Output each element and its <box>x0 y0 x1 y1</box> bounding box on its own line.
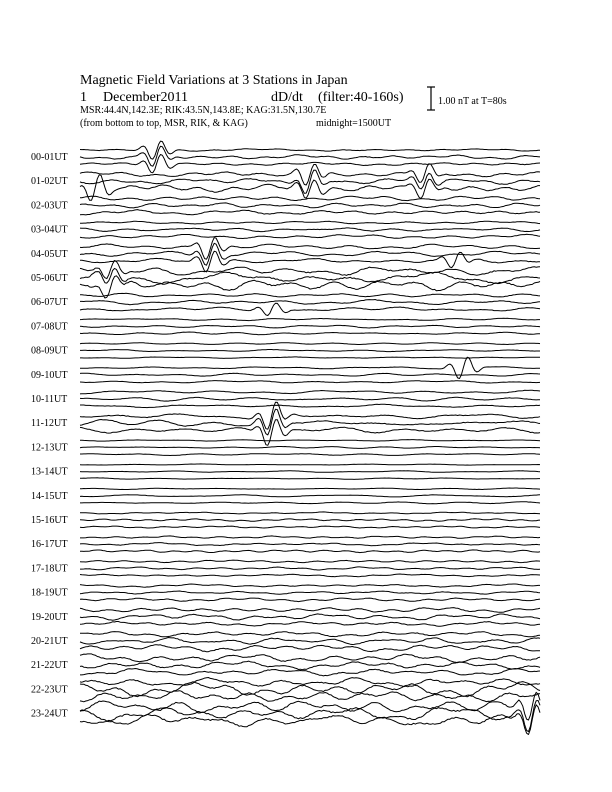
trace-RIK-12-13UT <box>80 447 540 449</box>
trace-KAG-10-11UT <box>80 390 540 394</box>
trace-KAG-14-15UT <box>80 488 540 490</box>
trace-KAG-15-16UT <box>80 512 540 514</box>
hour-label-18-19UT: 18-19UT <box>31 587 68 599</box>
trace-MSR-13-14UT <box>80 478 540 480</box>
trace-KAG-12-13UT <box>80 440 540 442</box>
trace-RIK-19-20UT <box>80 614 540 620</box>
trace-KAG-16-17UT <box>80 536 540 538</box>
trace-KAG-04-05UT <box>80 238 540 260</box>
hour-label-08-09UT: 08-09UT <box>31 345 68 357</box>
hour-label-23-24UT: 23-24UT <box>31 708 68 720</box>
day-number: 1 <box>80 90 87 105</box>
hour-label-09-10UT: 09-10UT <box>31 369 68 381</box>
stations-line: MSR:44.4N,142.3E; RIK:43.5N,143.8E; KAG:31.5N,130.7E <box>80 105 327 116</box>
trace-RIK-07-08UT <box>80 325 540 328</box>
trace-MSR-06-07UT <box>80 303 540 315</box>
hour-label-03-04UT: 03-04UT <box>31 224 68 236</box>
hour-label-13-14UT: 13-14UT <box>31 466 68 478</box>
trace-RIK-20-21UT <box>80 638 540 645</box>
trace-MSR-03-04UT <box>80 234 540 238</box>
hour-label-14-15UT: 14-15UT <box>31 490 68 502</box>
trace-MSR-20-21UT <box>80 645 540 652</box>
hour-label-10-11UT: 10-11UT <box>31 394 68 405</box>
trace-MSR-01-02UT <box>80 175 540 201</box>
trace-RIK-15-16UT <box>80 519 540 522</box>
trace-MSR-16-17UT <box>80 550 540 553</box>
hour-label-01-02UT: 01-02UT <box>31 176 68 188</box>
traces <box>80 141 540 734</box>
hour-label-16-17UT: 16-17UT <box>31 539 68 551</box>
trace-MSR-19-20UT <box>80 622 540 627</box>
trace-MSR-15-16UT <box>80 526 540 528</box>
trace-KAG-03-04UT <box>80 221 540 224</box>
trace-MSR-22-23UT <box>80 691 540 702</box>
trace-RIK-08-09UT <box>80 350 540 352</box>
trace-RIK-02-03UT <box>80 203 540 208</box>
trace-MSR-11-12UT <box>80 420 540 446</box>
hour-label-21-22UT: 21-22UT <box>31 660 68 672</box>
midnight-line: midnight=1500UT <box>316 118 392 129</box>
trace-KAG-05-06UT <box>80 261 540 279</box>
trace-KAG-18-19UT <box>80 584 540 587</box>
trace-RIK-23-24UT <box>80 701 540 732</box>
trace-RIK-17-18UT <box>80 567 540 570</box>
trace-RIK-14-15UT <box>80 495 540 497</box>
trace-MSR-14-15UT <box>80 502 540 504</box>
hour-label-15-16UT: 15-16UT <box>31 515 68 526</box>
trace-MSR-21-22UT <box>80 669 540 676</box>
trace-RIK-10-11UT <box>80 397 540 401</box>
trace-KAG-08-09UT <box>80 343 540 345</box>
trace-RIK-13-14UT <box>80 471 540 473</box>
trace-MSR-18-19UT <box>80 598 540 602</box>
month-year: December2011 <box>103 90 188 105</box>
trace-KAG-21-22UT <box>80 654 540 663</box>
trace-KAG-13-14UT <box>80 464 540 465</box>
chart-header <box>80 73 404 129</box>
hour-label-19-20UT: 19-20UT <box>31 611 68 623</box>
order-line: (from bottom to top, MSR, RIK, & KAG) <box>80 118 248 129</box>
hour-labels <box>31 152 68 720</box>
hour-label-04-05UT: 04-05UT <box>31 248 68 260</box>
trace-MSR-12-13UT <box>80 454 540 456</box>
trace-KAG-19-20UT <box>80 608 540 613</box>
trace-RIK-16-17UT <box>80 543 540 546</box>
trace-MSR-07-08UT <box>80 332 540 335</box>
hour-label-17-18UT: 17-18UT <box>31 563 68 575</box>
trace-KAG-20-21UT <box>80 632 540 637</box>
chart-title: Magnetic Field Variations at 3 Stations in Japan <box>80 73 348 88</box>
trace-MSR-10-11UT <box>80 404 540 407</box>
trace-RIK-21-22UT <box>80 661 540 670</box>
trace-MSR-17-18UT <box>80 574 540 577</box>
trace-KAG-22-23UT <box>80 678 540 687</box>
trace-MSR-08-09UT <box>80 357 540 359</box>
hour-label-11-12UT: 11-12UT <box>31 418 68 430</box>
trace-RIK-09-10UT <box>80 373 540 376</box>
scale-bar-label: 1.00 nT at T=80s <box>438 96 507 107</box>
hour-label-00-01UT: 00-01UT <box>31 152 68 163</box>
trace-RIK-18-19UT <box>80 591 540 594</box>
trace-KAG-02-03UT <box>80 196 540 201</box>
scale-bar <box>427 87 507 110</box>
hour-label-12-13UT: 12-13UT <box>31 442 68 454</box>
filter-label: (filter:40-160s) <box>318 90 404 105</box>
trace-MSR-09-10UT <box>80 381 540 383</box>
trace-RIK-03-04UT <box>80 228 540 232</box>
hour-label-22-23UT: 22-23UT <box>31 684 68 696</box>
hour-label-06-07UT: 06-07UT <box>31 297 68 309</box>
hour-label-20-21UT: 20-21UT <box>31 636 68 647</box>
trace-RIK-06-07UT <box>80 300 540 305</box>
trace-KAG-17-18UT <box>80 560 540 563</box>
quantity-label: dD/dt <box>271 90 303 105</box>
trace-KAG-07-08UT <box>80 318 540 320</box>
hour-label-02-03UT: 02-03UT <box>31 200 68 212</box>
trace-RIK-05-06UT <box>80 268 540 284</box>
hour-label-07-08UT: 07-08UT <box>31 321 68 333</box>
trace-KAG-06-07UT <box>80 293 540 297</box>
trace-MSR-02-03UT <box>80 210 540 215</box>
hour-label-05-06UT: 05-06UT <box>31 273 68 284</box>
